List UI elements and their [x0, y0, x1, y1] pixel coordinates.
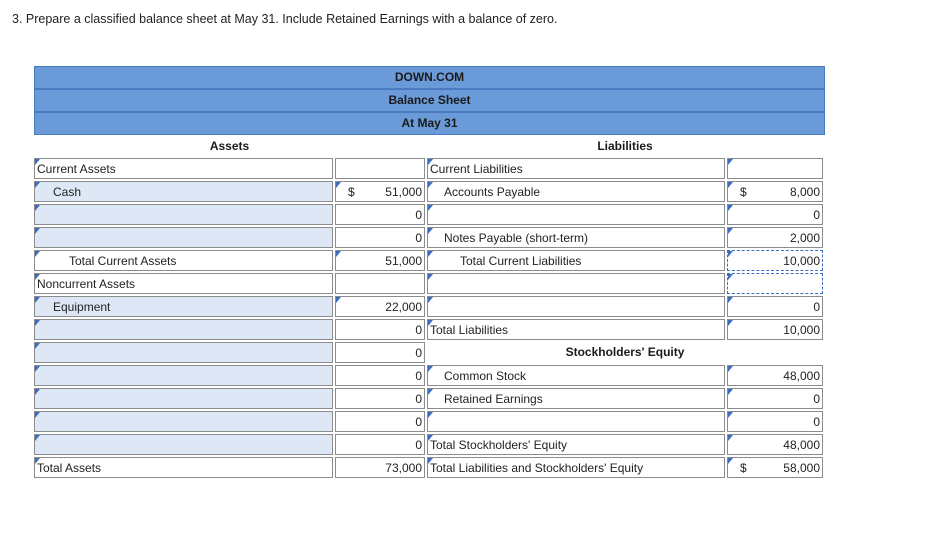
liability-label-field[interactable]: Current Liabilities	[427, 158, 725, 179]
liability-amount-field[interactable]: 10,000	[727, 250, 823, 271]
asset-amount-field[interactable]: 0	[335, 204, 425, 225]
liability-amount-field[interactable]: 48,000	[727, 434, 823, 455]
asset-amount-field[interactable]: 0	[335, 388, 425, 409]
asset-label-field[interactable]	[34, 411, 333, 432]
instruction-text: 3. Prepare a classified balance sheet at May 31. Include Retained Earnings with a balance of zero.	[12, 12, 558, 26]
currency-symbol: $	[740, 461, 747, 475]
liability-label-field[interactable]	[427, 273, 725, 294]
liability-amount-field[interactable]: 0	[727, 204, 823, 225]
liability-label-field[interactable]	[427, 411, 725, 432]
asset-label-field[interactable]: Current Assets	[34, 158, 333, 179]
currency-symbol: $	[348, 185, 355, 199]
assets-heading: Assets	[209, 139, 250, 153]
liability-label-field[interactable]	[427, 204, 725, 225]
liability-label-field[interactable]	[427, 296, 725, 317]
asset-amount-field[interactable]: 0	[335, 434, 425, 455]
asset-label-field[interactable]: Cash	[34, 181, 333, 202]
asset-amount-field[interactable]: 0	[335, 365, 425, 386]
liability-amount-field[interactable]	[727, 158, 823, 179]
liabilities-heading: Liabilities	[597, 139, 653, 153]
liability-label-field[interactable]: Total Liabilities	[427, 319, 725, 340]
asset-amount-field[interactable]	[335, 158, 425, 179]
asset-amount-field[interactable]: 73,000	[335, 457, 425, 478]
liability-amount-field[interactable]: 10,000	[727, 319, 823, 340]
asset-amount-field[interactable]: $ 51,000	[335, 181, 425, 202]
liability-label-field[interactable]: Total Stockholders' Equity	[427, 434, 725, 455]
liability-label-field[interactable]: Common Stock	[427, 365, 725, 386]
currency-symbol: $	[740, 185, 747, 199]
liability-label-field[interactable]: Retained Earnings	[427, 388, 725, 409]
liability-label-field[interactable]: Total Current Liabilities	[427, 250, 725, 271]
liability-amount-field[interactable]: $ 58,000	[727, 457, 823, 478]
liability-label-field[interactable]: Notes Payable (short-term)	[427, 227, 725, 248]
asset-label-field[interactable]	[34, 388, 333, 409]
asset-label-field[interactable]	[34, 342, 333, 363]
liability-label-field[interactable]: Accounts Payable	[427, 181, 725, 202]
asset-label-field[interactable]: Total Current Assets	[34, 250, 333, 271]
asset-amount-field[interactable]: 0	[335, 319, 425, 340]
liability-amount-field[interactable]: 0	[727, 411, 823, 432]
asset-label-field[interactable]	[34, 365, 333, 386]
asset-label-field[interactable]	[34, 204, 333, 225]
liability-amount-field[interactable]: 2,000	[727, 227, 823, 248]
stockholders-equity-heading: Stockholders' Equity	[565, 345, 685, 359]
statement-date: At May 31	[34, 112, 825, 135]
company-name: DOWN.COM	[34, 66, 825, 89]
asset-label-field[interactable]	[34, 319, 333, 340]
liability-amount-field[interactable]: 0	[727, 388, 823, 409]
asset-amount-field[interactable]: 0	[335, 227, 425, 248]
asset-amount-field[interactable]	[335, 273, 425, 294]
asset-label-field[interactable]	[34, 227, 333, 248]
balance-sheet-table	[34, 66, 825, 480]
asset-amount-field[interactable]: 0	[335, 342, 425, 363]
asset-amount-field[interactable]: 51,000	[335, 250, 425, 271]
asset-label-field[interactable]	[34, 434, 333, 455]
asset-amount-field[interactable]: 0	[335, 411, 425, 432]
statement-title: Balance Sheet	[34, 89, 825, 112]
liability-amount-field[interactable]: 0	[727, 296, 823, 317]
asset-label-field[interactable]: Noncurrent Assets	[34, 273, 333, 294]
liability-amount-field[interactable]: 48,000	[727, 365, 823, 386]
asset-label-field[interactable]: Equipment	[34, 296, 333, 317]
asset-amount-field[interactable]: 22,000	[335, 296, 425, 317]
liability-amount-field[interactable]	[727, 273, 823, 294]
asset-label-field[interactable]: Total Assets	[34, 457, 333, 478]
liability-amount-field[interactable]: $ 8,000	[727, 181, 823, 202]
liability-label-field[interactable]: Total Liabilities and Stockholders' Equity	[427, 457, 725, 478]
